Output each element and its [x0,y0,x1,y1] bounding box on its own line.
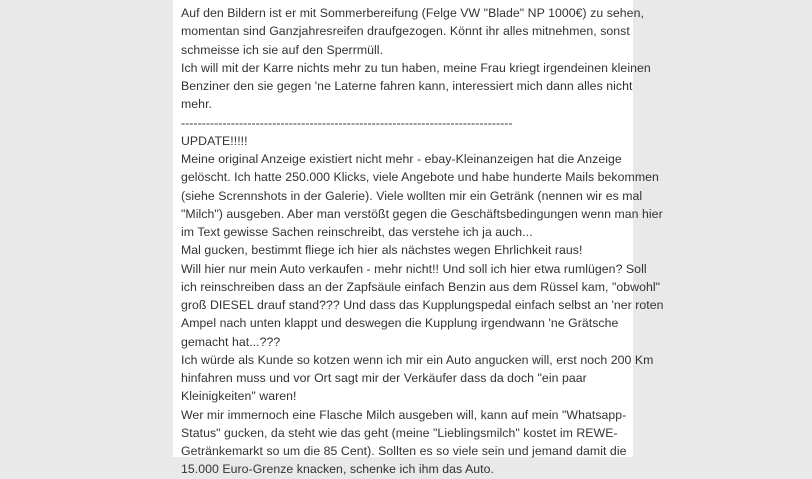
update-heading: UPDATE!!!!! [181,133,248,148]
description-line: Mal gucken, bestimmt fliege ich hier als nächstes wegen Ehrlichkeit raus! [181,243,583,258]
description-line: Status" gucken, da steht wie das geht (meine "Lieblingsmilch" kostet im REWE- [181,425,618,440]
description-line: Ampel nach unten klappt und deswegen die Kupplung irgendwann 'ne Grätsche [181,316,619,331]
separator-line: -------------------------------------------------------------------------------- [181,115,513,130]
description-line: Wer mir immernoch eine Flasche Milch ausgeben will, kann auf mein "Whatsapp- [181,407,627,422]
description-line: 15.000 Euro-Grenze knacken, schenke ich ihm das Auto. [181,462,494,477]
description-line: gelöscht. Ich hatte 250.000 Klicks, viele Angebote und habe hunderte Mails bekommen [181,170,659,185]
description-line: "Milch") ausgeben. Aber man verstößt gegen die Geschäftsbedingungen wenn man hier [181,206,663,221]
description-line: Auf den Bildern ist er mit Sommerbereifung (Felge VW "Blade" NP 1000€) zu sehen, [181,6,644,20]
description-line: schmeisse ich sie auf den Sperrmüll. [181,42,384,57]
description-line: im Text gewisse Sachen reinschreibt, das verstehe ich ja auch... [181,225,533,239]
description-line: Ich will mit der Karre nichts mehr zu tun haben, meine Frau kriegt irgendeinen kleinen [181,60,651,75]
description-line: Will hier nur mein Auto verkaufen - mehr nicht!! Und soll ich hier etwa rumlügen? Soll [181,261,647,276]
description-line: hinfahren muss und vor Ort sagt mir der Verkäufer dass da doch "ein paar [181,371,587,385]
description-line: Meine original Anzeige existiert nicht mehr - ebay-Kleinanzeigen hat die Anzeige [181,152,622,166]
listing-description-text [181,4,664,479]
description-line: gemacht hat...??? [181,334,281,349]
description-line: Benziner den sie gegen 'ne Laterne fahren kann, interessiert mich dann alles nicht [181,79,633,93]
description-line: momentan sind Ganzjahresreifen draufgezogen. Könnt ihr alles mitnehmen, sonst [181,24,630,39]
listing-description-card [173,0,664,477]
description-line: ich reinschreiben dass an der Zapfsäule einfach Benzin aus dem Rüssel kam, "obwohl" [181,279,661,294]
description-line: groß DIESEL drauf stand??? Und dass das Kupplungspedal einfach selbst an 'ner roten [181,298,664,312]
description-line: Kleinigkeiten" waren! [181,389,297,404]
description-line: Ich würde als Kunde so kotzen wenn ich mir ein Auto angucken will, erst noch 200 Km [181,352,654,367]
description-line: (siehe Scrennshots in der Galerie). Viele wollten mir ein Getränk (nennen wir es mal [181,188,643,203]
description-line: mehr. [181,97,213,112]
description-line: Getränkemarkt so um die 85 Cent). Sollten es so viele sein und jemand damit die [181,444,627,458]
